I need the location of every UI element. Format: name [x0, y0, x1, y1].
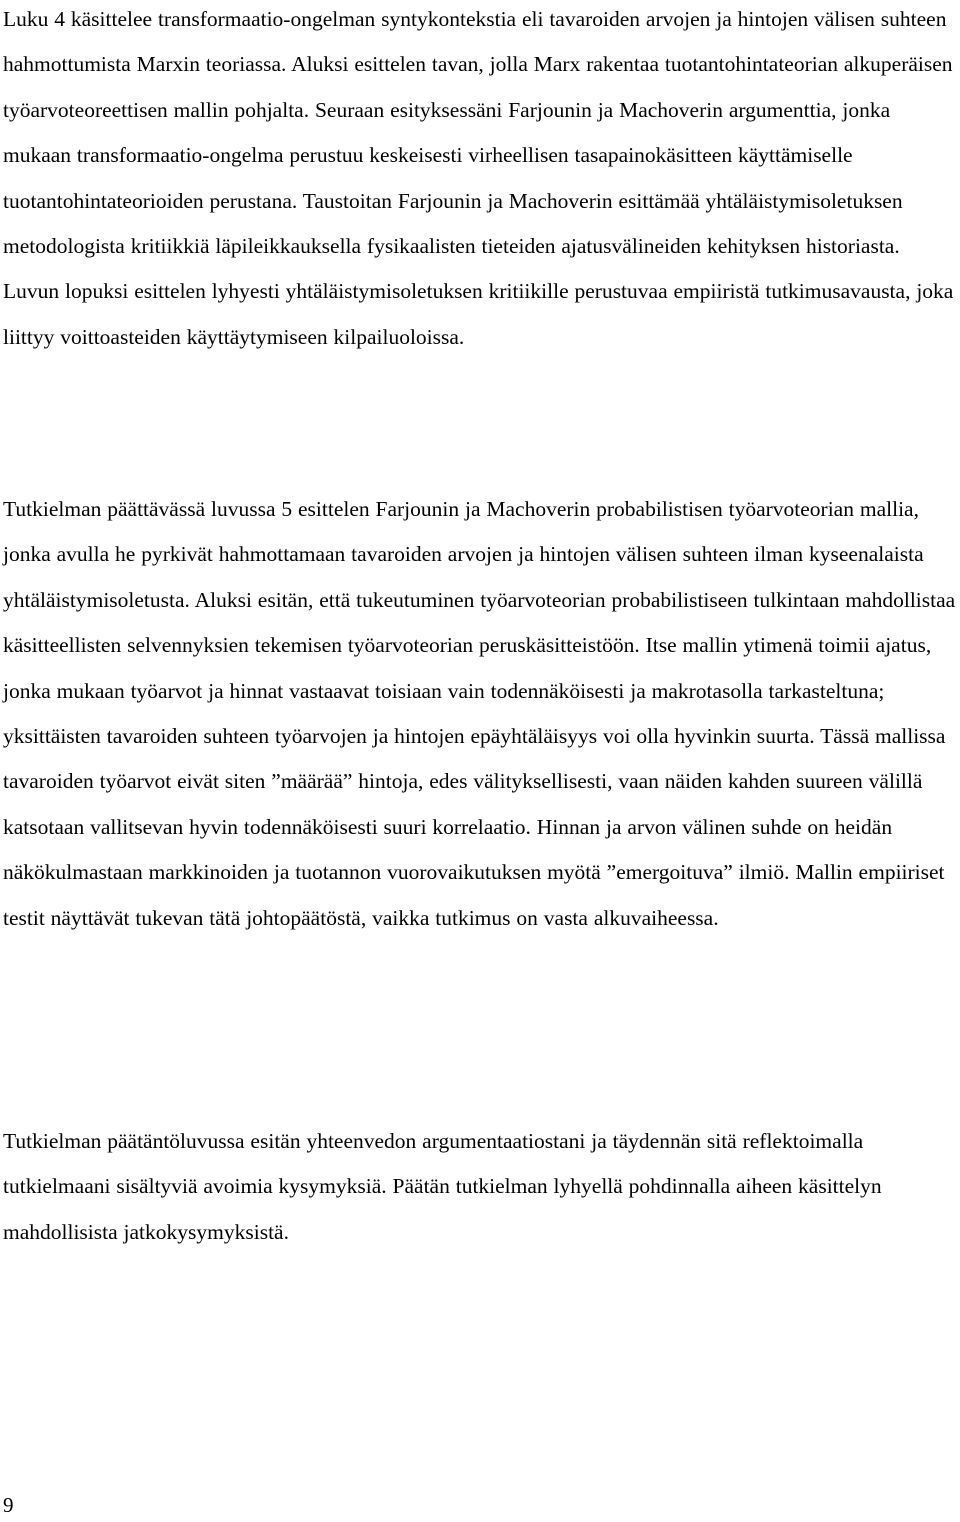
paragraph-chapter-5-summary: Tutkielman päättävässä luvussa 5 esittelen Farjounin ja Machoverin probabilistisen työarvoteorian mallia, jonka avulla he pyrkivät hahmottamaan tavaroiden arvojen ja hintojen välisen suhteen ilman kyseenalaista yhtäläistymisoletusta. Aluksi esitän, että tukeutuminen työarvoteorian probabilistiseen tulkintaan mahdollistaa käsitteellisten selvennyksien tekemisen työarvoteorian peruskäsitteistöön. Itse mallin ytimenä toimii ajatus, jonka mukaan työarvot ja hinnat vastaavat toisiaan vain todennäköisesti ja makrotasolla tarkasteltuna; yksittäisten tavaroiden suhteen työarvojen ja hintojen epäyhtäläisyys voi olla hyvinkin suurta. Tässä mallissa tavaroiden työarvot eivät siten ”määrää” hintoja, edes välityksellisesti, vaan näiden kahden suureen välillä katsotaan vallitsevan hyvin todennäköisesti suuri korrelaatio. Hinnan ja arvon välinen suhde on heidän näkökulmastaan markkinoiden ja tuotannon vuorovaikutuksen myötä ”emergoituva” ilmiö. Mallin empiiriset testit näyttävät tukevan tätä johtopäätöstä, vaikka tutkimus on vasta alkuvaiheessa. [3, 497, 956, 930]
paragraph-chapter-4-summary: Luku 4 käsittelee transformaatio-ongelman syntykontekstia eli tavaroiden arvojen ja hintojen välisen suhteen hahmottumista Marxin teoriassa. Aluksi esittelen tavan, jolla Marx rakentaa tuotantohintateorian alkuperäisen työarvoteoreettisen mallin pohjalta. Seuraan esityksessäni Farjounin ja Machoverin argumenttia, jonka mukaan transformaatio-ongelma perustuu keskeisesti virheellisen tasapainokäsitteen käyttämiselle tuotantohintateorioiden perustana. Taustoitan Farjounin ja Machoverin esittämää yhtäläistymisoletuksen metodologista kritiikkiä läpileikkauksella fysikaalisten tieteiden ajatusvälineiden kehityksen historiasta. Luvun lopuksi esittelen lyhyesti yhtäläistymisoletuksen kritiikille perustuvaa empiiristä tutkimusavausta, joka liittyy voittoasteiden käyttäytymiseen kilpailuoloissa. [3, 7, 954, 349]
paragraph-conclusion-summary: Tutkielman päätäntöluvussa esitän yhteenvedon argumentaatiostani ja täydennän sitä reflektoimalla tutkielmaani sisältyviä avoimia kysymyksiä. Päätän tutkielman lyhyellä pohdinnalla aiheen käsittelyn mahdollisista jatkokysymyksistä. [3, 1129, 882, 1244]
page-number: 9 [3, 1493, 14, 1517]
